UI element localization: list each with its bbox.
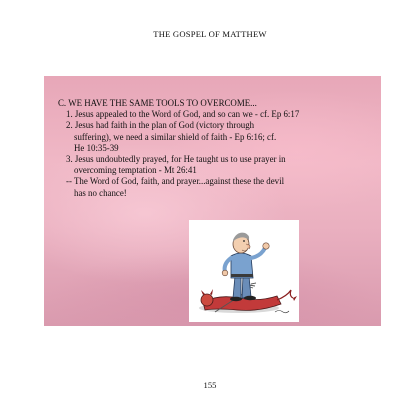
slide-line-6: overcoming temptation - Mt 26:41	[74, 165, 197, 176]
slide-image	[44, 76, 381, 326]
page-header-title: THE GOSPEL OF MATTHEW	[153, 29, 267, 39]
slide-text	[58, 98, 373, 199]
victory-over-devil-cartoon-icon	[189, 220, 299, 322]
slide-line-5: 3. Jesus undoubtedly prayed, for He taught us to use prayer in	[66, 154, 286, 165]
page-number: 155	[203, 380, 217, 390]
slide-line-2: 2. Jesus had faith in the plan of God (victory through	[66, 120, 255, 131]
slide-line-8: has no chance!	[74, 187, 127, 198]
slide-heading: C. WE HAVE THE SAME TOOLS TO OVERCOME...	[58, 98, 257, 108]
slide-line-7: -- The Word of God, faith, and prayer...against these the devil	[66, 176, 285, 187]
slide-line-3: suffering), we need a similar shield of faith - Ep 6:16; cf.	[74, 131, 277, 142]
slide-line-4: He 10:35-39	[74, 142, 119, 153]
slide-line-1: 1. Jesus appealed to the Word of God, and so can we - cf. Ep 6:17	[66, 109, 300, 120]
